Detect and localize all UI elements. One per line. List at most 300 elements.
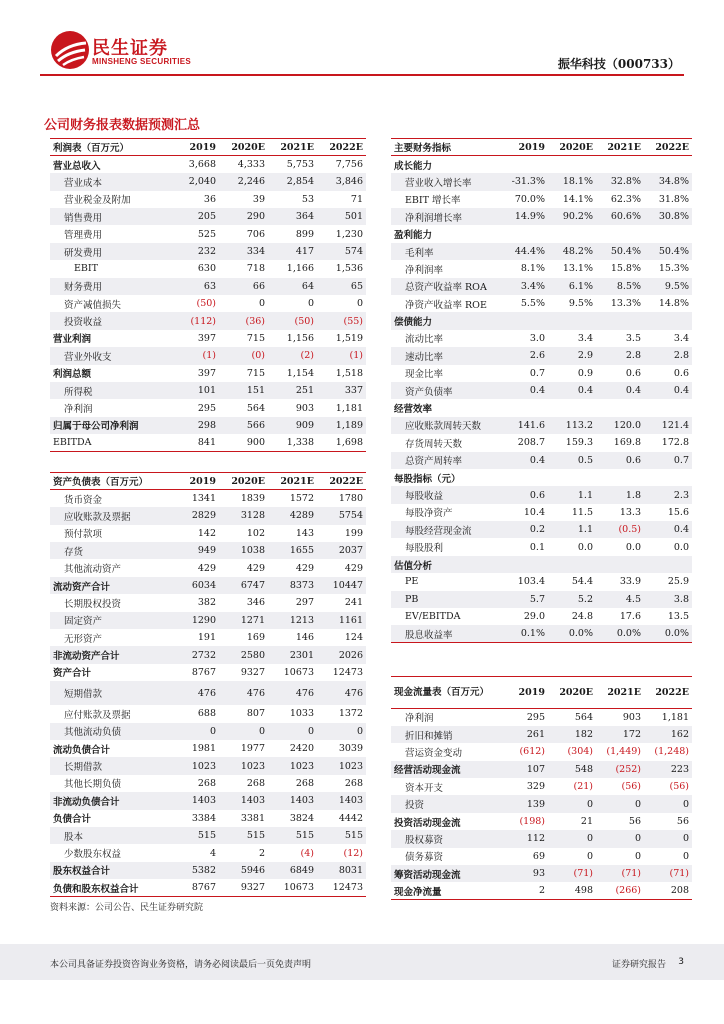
table-row (391, 608, 692, 625)
table-row (50, 594, 366, 611)
cell-value: 1,518 (335, 367, 363, 379)
cell-value: 13.3 (619, 506, 641, 518)
cell-value: (304) (567, 746, 593, 758)
row-label: 流动负债合计 (53, 744, 111, 756)
cell-value: 1403 (219, 792, 268, 809)
cell-value: 48.2% (548, 243, 596, 260)
page-footer (0, 944, 724, 980)
cell-value: 903 (622, 711, 641, 723)
cell-value: 124 (344, 632, 363, 644)
table-row (50, 577, 366, 594)
table-row (50, 681, 366, 705)
row-label: 总资产收益率 ROA (391, 278, 500, 295)
table-row (391, 625, 692, 642)
cell-value: 1,166 (286, 263, 314, 275)
cell-value: (12) (343, 847, 363, 859)
cell-value: 0 (586, 850, 593, 862)
cell-value: 54.4 (571, 576, 593, 588)
table-row (50, 225, 366, 242)
cell-value: 290 (219, 208, 268, 225)
cell-value: 397 (197, 332, 216, 344)
row-label: 其他流动资产 (64, 564, 122, 576)
row-label: PE (405, 576, 419, 588)
cell-value: 18.1% (548, 173, 596, 190)
row-label: EBIT (74, 263, 99, 275)
table-row (391, 778, 692, 795)
cell-value: 1,156 (286, 332, 314, 344)
cell-value (596, 312, 644, 329)
row-label: 销售费用 (50, 208, 170, 225)
table-row (50, 399, 366, 416)
cell-value: 1023 (317, 757, 366, 774)
cell-value: 1023 (170, 757, 219, 774)
cell-value (644, 156, 692, 173)
table-row (50, 723, 366, 740)
row-label: 资产减值损失 (64, 299, 122, 311)
cell-value: 688 (197, 708, 216, 720)
cell-value: 1,181 (661, 711, 689, 723)
cell-value: 0.6 (596, 452, 644, 469)
cell-value: 39 (252, 193, 265, 205)
row-label: 管理费用 (64, 230, 103, 242)
row-label: 偿债能力 (391, 312, 500, 329)
row-label: 研发费用 (50, 243, 170, 260)
cell-value: 0.1% (500, 625, 548, 642)
row-label: 负债合计 (53, 814, 92, 826)
cell-value: 5.2 (548, 591, 596, 608)
cell-value: 102 (246, 527, 265, 539)
cell-value: 6747 (219, 577, 268, 594)
row-label: 营业利润 (53, 334, 92, 346)
cell-value: 268 (197, 777, 216, 789)
table-row (50, 490, 366, 507)
table-row (391, 260, 692, 277)
table-row (391, 399, 692, 416)
cell-value: 949 (170, 542, 219, 559)
cell-value (596, 225, 644, 242)
table-row (391, 330, 692, 347)
cell-value: 3.4% (500, 278, 548, 295)
cell-value: 0.0% (644, 625, 692, 642)
cell-value: 241 (344, 597, 363, 609)
cell-value: 13.1% (562, 263, 593, 275)
cell-value: 3381 (240, 812, 265, 824)
cell-value: 172 (596, 726, 644, 743)
cell-value (548, 156, 596, 173)
cell-value: 15.8% (610, 263, 641, 275)
cell-value: 329 (526, 781, 545, 793)
table-row (50, 191, 366, 208)
cell-value: 1.1 (548, 521, 596, 538)
cell-value: (71) (644, 865, 692, 882)
cell-value: 205 (170, 208, 219, 225)
cell-value: 208 (644, 882, 692, 899)
row-label: 所得税 (50, 382, 170, 399)
row-label: 其他流动负债 (50, 723, 170, 740)
column-header: 2022E (644, 677, 692, 709)
cell-value: 525 (197, 228, 216, 240)
cell-value: 1023 (268, 757, 317, 774)
row-label: 股东权益合计 (50, 862, 170, 879)
cell-value: 7,756 (335, 159, 363, 171)
column-header: 2019 (500, 677, 548, 709)
cell-value: 172.8 (661, 437, 689, 449)
table-row (391, 191, 692, 208)
table-row (391, 830, 692, 847)
table-title: 现金流量表（百万元） (391, 677, 500, 709)
cell-value: 364 (268, 208, 317, 225)
footer-disclaimer: 本公司具备证券投资咨询业务资格，请务必阅读最后一页免责声明 (50, 960, 312, 970)
cell-value: 2301 (268, 646, 317, 663)
cell-value: 2,040 (170, 173, 219, 190)
cell-value: 1,536 (335, 263, 363, 275)
cell-value: 8767 (170, 879, 219, 896)
row-label: 流动比率 (405, 334, 444, 346)
cell-value: 3.5 (625, 332, 641, 344)
cell-value: 3.4 (673, 332, 689, 344)
cell-value (500, 556, 548, 573)
cell-value: 1.1 (548, 486, 596, 503)
cell-value: 182 (548, 726, 596, 743)
row-label: PB (391, 591, 500, 608)
cell-value: 5,753 (286, 159, 314, 171)
cell-value: 1,154 (286, 367, 314, 379)
table-row (391, 865, 692, 882)
row-label: EBITDA (50, 434, 170, 451)
company-name: 振华科技（000733） (557, 57, 680, 71)
table-row (391, 504, 692, 521)
cell-value: 69 (532, 850, 545, 862)
cell-value: 3,668 (188, 159, 216, 171)
column-header: 2019 (170, 473, 219, 490)
cell-value: 476 (317, 681, 366, 705)
cell-value: (1) (170, 347, 219, 364)
table-row (391, 347, 692, 364)
row-label: 存货 (50, 542, 170, 559)
cell-value: 261 (500, 726, 548, 743)
row-label: 现金比率 (405, 369, 444, 381)
row-label: 营业外收支 (50, 347, 170, 364)
column-header: 2020E (548, 139, 596, 156)
cell-value: 0 (644, 830, 692, 847)
cell-value: (266) (596, 882, 644, 899)
header-divider (40, 74, 684, 76)
cell-value: (71) (596, 865, 644, 882)
cell-value: 107 (500, 761, 548, 778)
cell-value (644, 225, 692, 242)
cell-value: (0.5) (596, 521, 644, 538)
cell-value (500, 156, 548, 173)
table-row (391, 573, 692, 590)
table-row (50, 347, 366, 364)
cell-value: 498 (548, 882, 596, 899)
row-label: 非流动负债合计 (50, 792, 170, 809)
cell-value: 141.6 (500, 417, 548, 434)
table-row (391, 173, 692, 190)
cell-value: 1,519 (335, 332, 363, 344)
cell-value: 0.5 (548, 452, 596, 469)
cell-value: 297 (295, 597, 314, 609)
cell-value: 62.3% (610, 193, 641, 205)
cell-value: 113.2 (548, 417, 596, 434)
cell-value: 1341 (191, 493, 216, 505)
row-label: 财务费用 (50, 278, 170, 295)
cell-value: 101 (170, 382, 219, 399)
cell-value: 4,333 (237, 159, 265, 171)
table-title: 主要财务指标 (391, 139, 500, 156)
row-label: 盈利能力 (394, 230, 433, 242)
row-label: 资产合计 (53, 668, 92, 680)
cell-value: 143 (295, 527, 314, 539)
cell-value: 25.9 (667, 576, 689, 588)
cell-value: 159.3 (565, 437, 593, 449)
cell-value: 9327 (240, 666, 265, 678)
cell-value: 14.8% (658, 298, 689, 310)
cell-value: (612) (519, 746, 545, 758)
table-row (391, 882, 692, 899)
cell-value: 2 (258, 847, 265, 859)
table-row (50, 417, 366, 434)
cell-value: 65 (317, 278, 366, 295)
cell-value: 1271 (219, 612, 268, 629)
column-header: 2021E (268, 139, 317, 156)
row-label: 净利润 (64, 404, 93, 416)
page-header (0, 0, 724, 82)
key-ratios-table (391, 138, 692, 643)
cell-value: 718 (246, 263, 265, 275)
row-label: 每股经营现金流 (391, 521, 500, 538)
cell-value: 1,230 (335, 228, 363, 240)
table-row (391, 726, 692, 743)
table-row (391, 295, 692, 312)
row-label: 净利润 (405, 713, 434, 725)
row-label: 长期股权投资 (64, 598, 122, 610)
row-label: 筹资活动现金流 (391, 865, 500, 882)
cell-value: (112) (170, 312, 219, 329)
cell-value: 2037 (317, 542, 366, 559)
cell-value: 476 (170, 681, 219, 705)
cell-value: 8.1% (520, 263, 545, 275)
table-row (391, 225, 692, 242)
table-row (50, 775, 366, 792)
table-row (50, 525, 366, 542)
cell-value: 429 (197, 562, 216, 574)
table-row (50, 507, 366, 524)
cell-value: 1403 (268, 792, 317, 809)
cell-value: 2,854 (268, 173, 317, 190)
cell-value: 17.6 (619, 611, 641, 623)
column-header: 2021E (596, 677, 644, 709)
cell-value: 2.3 (644, 486, 692, 503)
table-row (391, 312, 692, 329)
cell-value: 12473 (332, 666, 363, 678)
cell-value: 232 (170, 243, 219, 260)
cell-value: 4.5 (596, 591, 644, 608)
cell-value: 33.9 (619, 576, 641, 588)
cell-value: 1161 (317, 612, 366, 629)
cell-value: 1372 (338, 708, 363, 720)
cell-value: 2,246 (219, 173, 268, 190)
row-label: EV/EBITDA (405, 611, 461, 623)
cell-value: 515 (317, 827, 366, 844)
cell-value: 2.6 (500, 347, 548, 364)
cell-value: 807 (246, 708, 265, 720)
row-label: 营运资金变动 (405, 747, 463, 759)
row-label: 利润总额 (53, 369, 92, 381)
row-label: 货币资金 (64, 494, 103, 506)
cell-value: 3.4 (577, 332, 593, 344)
cell-value (548, 312, 596, 329)
cell-value: 0 (596, 830, 644, 847)
cell-value: 0.4 (500, 382, 548, 399)
cell-value: 9.5% (644, 278, 692, 295)
table-row (50, 559, 366, 576)
cell-value: 566 (219, 417, 268, 434)
cell-value: 10447 (317, 577, 366, 594)
cell-value: (55) (317, 312, 366, 329)
cell-value: 0.4 (548, 382, 596, 399)
cell-value: 9327 (219, 879, 268, 896)
cell-value: 56 (628, 816, 641, 828)
table-row (50, 757, 366, 774)
table-row (391, 417, 692, 434)
row-label: 投资活动现金流 (394, 817, 461, 829)
cell-value: 2026 (317, 646, 366, 663)
cell-value: 841 (170, 434, 219, 451)
cell-value: 139 (500, 795, 548, 812)
cell-value: 15.6 (667, 506, 689, 518)
cell-value: 3039 (338, 743, 363, 755)
cell-value: 548 (548, 761, 596, 778)
cell-value: 0.0% (596, 625, 644, 642)
cell-value: 3.8 (644, 591, 692, 608)
cell-value: (1,449) (606, 746, 641, 758)
table-row (50, 879, 366, 896)
cell-value: 909 (268, 417, 317, 434)
cell-value (596, 556, 644, 573)
row-label: 股本 (50, 827, 170, 844)
row-label: 毛利率 (391, 243, 500, 260)
row-label: 流动资产合计 (50, 577, 170, 594)
cell-value: 1839 (240, 493, 265, 505)
cell-value: 1572 (289, 493, 314, 505)
cell-value: 44.4% (500, 243, 548, 260)
cell-value: 1.8 (596, 486, 644, 503)
cell-value: 8.5% (596, 278, 644, 295)
table-row (50, 629, 366, 646)
cell-value: 0 (317, 723, 366, 740)
row-label: 营业税金及附加 (64, 195, 131, 207)
cell-value: (56) (669, 781, 689, 793)
table-row (50, 295, 366, 312)
table-row (50, 312, 366, 329)
cell-value: 2.9 (548, 347, 596, 364)
column-header: 2019 (500, 139, 548, 156)
cell-value: 0 (634, 850, 641, 862)
cell-value: 1780 (338, 493, 363, 505)
cell-value: 1023 (219, 757, 268, 774)
cell-value: 169.8 (613, 437, 641, 449)
table-row (391, 795, 692, 812)
table-row (50, 330, 366, 347)
cell-value: 11.5 (571, 506, 593, 518)
cell-value: (71) (548, 865, 596, 882)
row-label: 负债和股东权益合计 (50, 879, 170, 896)
cell-value: 429 (246, 562, 265, 574)
cell-value: 1,698 (317, 434, 366, 451)
cell-value: 2 (500, 882, 548, 899)
cell-value: 417 (268, 243, 317, 260)
cell-value: 32.8% (596, 173, 644, 190)
cell-value: 397 (197, 367, 216, 379)
cell-value: 1033 (289, 708, 314, 720)
row-label: 每股股利 (405, 543, 444, 555)
row-label: 长期借款 (50, 757, 170, 774)
cell-value: 5382 (170, 862, 219, 879)
cell-value: 515 (268, 827, 317, 844)
row-label: 归属于母公司净利润 (50, 417, 170, 434)
cell-value (500, 312, 548, 329)
cell-value: 0 (170, 723, 219, 740)
cell-value: 6.1% (548, 278, 596, 295)
row-label: 营业总收入 (53, 160, 101, 172)
table-row (391, 243, 692, 260)
cell-value: 515 (219, 827, 268, 844)
cell-value: (198) (519, 816, 545, 828)
cell-value: 50.4% (596, 243, 644, 260)
row-label: 短期借款 (50, 681, 170, 705)
section-title: 公司财务报表数据预测汇总 (44, 118, 201, 133)
row-label: 净资产收益率 ROE (405, 299, 487, 311)
cell-value: 564 (246, 402, 265, 414)
cell-value: 15.3% (658, 263, 689, 275)
table-row (391, 538, 692, 555)
cell-value: 0.6 (625, 367, 641, 379)
cell-value: 715 (246, 332, 265, 344)
cell-value: 476 (268, 681, 317, 705)
cell-value: 382 (197, 597, 216, 609)
column-header: 2020E (219, 139, 268, 156)
cell-value: 0.0 (577, 541, 593, 553)
cell-value (596, 469, 644, 486)
table-row (50, 260, 366, 277)
column-header: 2022E (644, 139, 692, 156)
cell-value: 90.2% (548, 208, 596, 225)
cell-value: 268 (344, 777, 363, 789)
table-row (391, 709, 692, 726)
cell-value: 93 (500, 865, 548, 882)
cell-value: 2.8 (644, 347, 692, 364)
cell-value: 268 (246, 777, 265, 789)
cell-value: 64 (268, 278, 317, 295)
cell-value: 1981 (191, 743, 216, 755)
cell-value: 2829 (170, 507, 219, 524)
cell-value: 4289 (268, 507, 317, 524)
table-row (50, 173, 366, 190)
cell-value (644, 469, 692, 486)
column-header: 2022E (317, 473, 366, 490)
cell-value: 103.4 (517, 576, 545, 588)
row-label: 资产负债率 (391, 382, 500, 399)
cell-value: 70.0% (514, 193, 545, 205)
column-header: 2021E (596, 139, 644, 156)
table-row (50, 810, 366, 827)
table-row (50, 844, 366, 861)
row-label: 预付款项 (64, 529, 103, 541)
cell-value: 4 (209, 847, 216, 859)
cell-value (548, 399, 596, 416)
cell-value: 715 (246, 367, 265, 379)
